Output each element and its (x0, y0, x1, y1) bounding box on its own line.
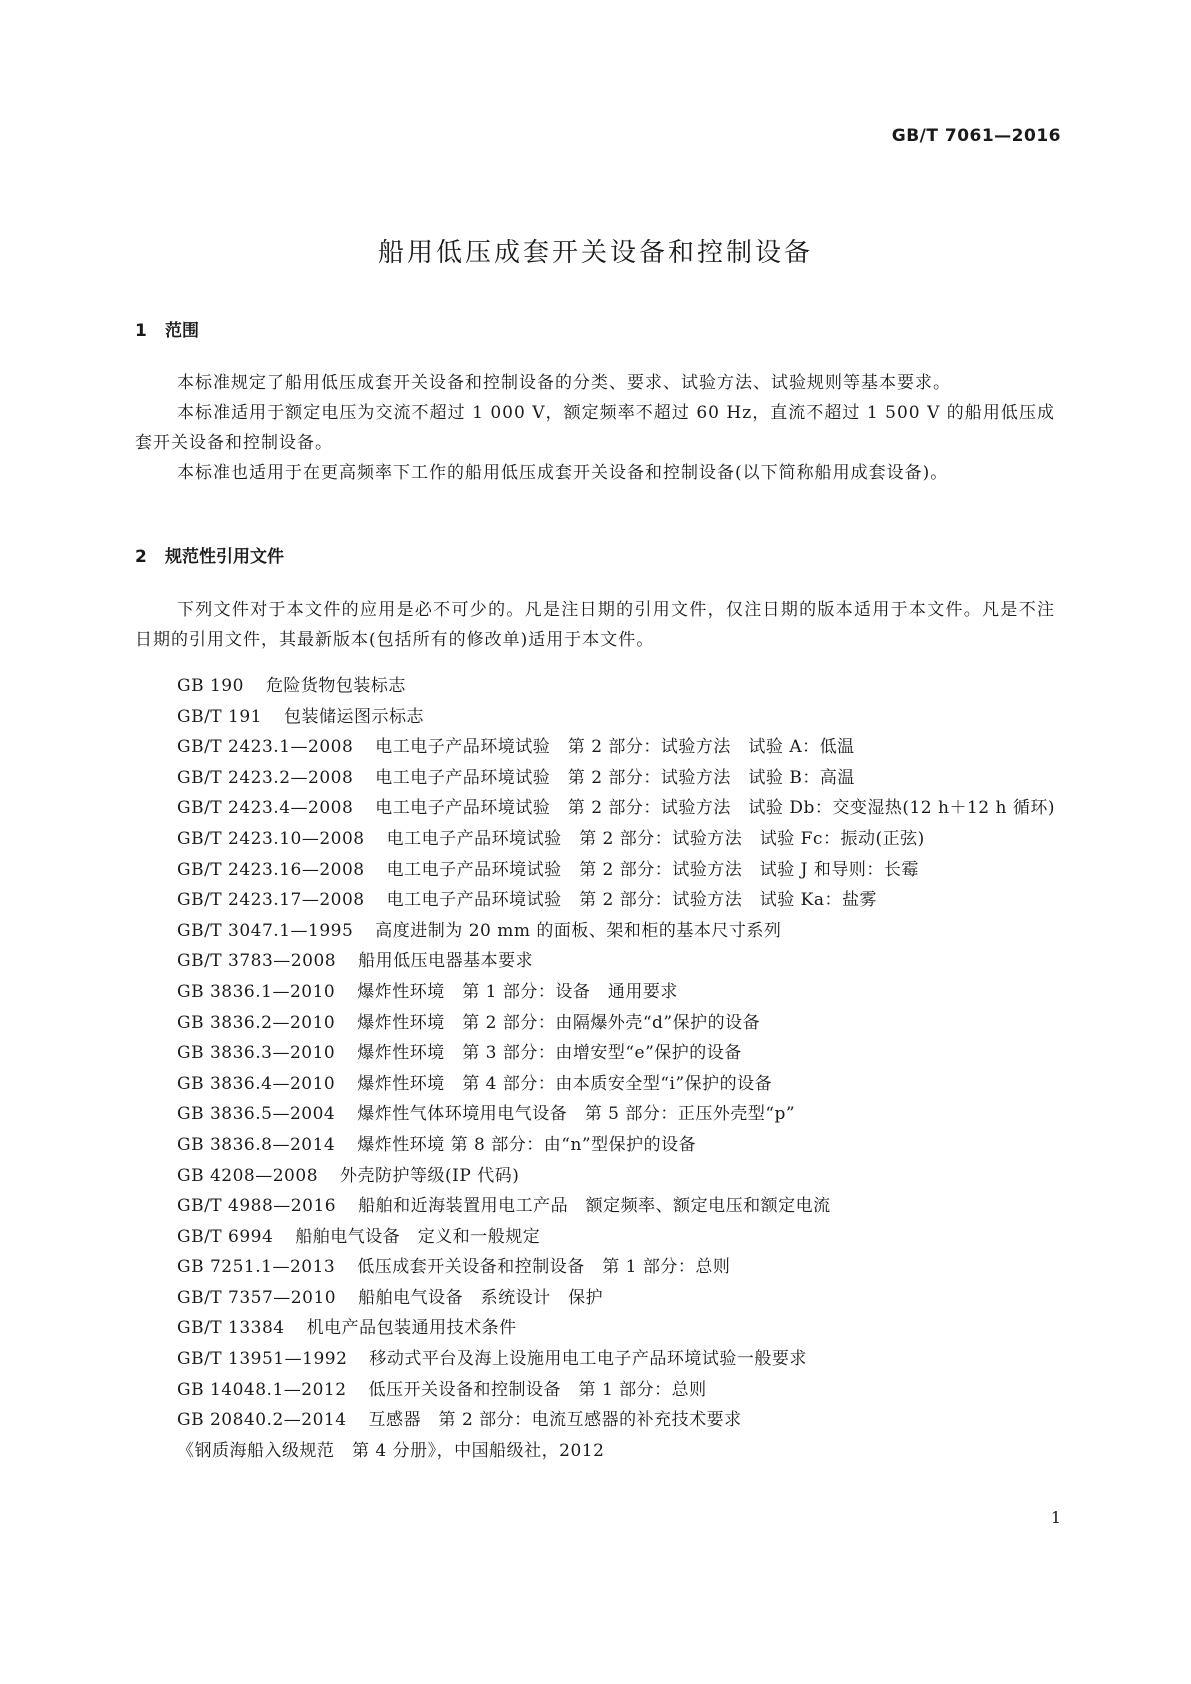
reference-item (135, 671, 1055, 702)
normative-references-list (135, 671, 1055, 1466)
reference-title: 低压成套开关设备和控制设备 第 1 部分：总则 (357, 1257, 731, 1278)
reference-title: 电工电子产品环境试验 第 2 部分：试验方法 试验 Db：交变湿热(12 h＋12 h 循环) (375, 798, 1055, 819)
reference-item (135, 946, 1055, 977)
reference-code: GB/T 7357—2010 (177, 1287, 337, 1308)
paragraph: 本标准规定了船用低压成套开关设备和控制设备的分类、要求、试验方法、试验规则等基本要求。 (177, 373, 951, 393)
reference-title: 电工电子产品环境试验 第 2 部分：试验方法 试验 B：高温 (375, 767, 855, 788)
reference-item (135, 732, 1055, 763)
reference-code: GB 190 (177, 676, 244, 696)
section-title: 范围 (165, 321, 199, 341)
reference-item (135, 1313, 1055, 1344)
reference-code: GB 3836.5—2004 (177, 1104, 336, 1125)
page-number: 1 (1050, 1508, 1061, 1527)
reference-code: GB 3836.4—2010 (177, 1073, 336, 1094)
document-title: 船用低压成套开关设备和控制设备 (377, 238, 813, 268)
reference-title: 外壳防护等级(IP 代码) (340, 1165, 520, 1186)
reference-title: 高度进制为 20 mm 的面板、架和柜的基本尺寸系列 (375, 920, 782, 941)
reference-item (135, 1436, 1055, 1467)
reference-code: GB 7251.1—2013 (177, 1257, 336, 1278)
reference-item (135, 885, 1055, 916)
reference-code: GB 14048.1—2012 (177, 1379, 347, 1400)
reference-title: 电工电子产品环境试验 第 2 部分：试验方法 试验 J 和导则：长霉 (386, 859, 919, 880)
reference-title: 《钢质海船入级规范 第 4 分册》，中国船级社，2012 (177, 1440, 605, 1461)
section-number: 1 (135, 321, 147, 341)
reference-title: 电工电子产品环境试验 第 2 部分：试验方法 试验 A：低温 (375, 737, 855, 758)
section-1-body (135, 368, 1055, 488)
reference-code: GB/T 2423.17—2008 (177, 890, 365, 911)
reference-code: GB/T 6994 (177, 1226, 274, 1247)
reference-title: 爆炸性环境 第 3 部分：由增安型“e”保护的设备 (357, 1043, 742, 1064)
reference-code: GB/T 2423.1—2008 (177, 737, 354, 758)
reference-item (135, 1252, 1055, 1283)
paragraph: 下列文件对于本文件的应用是必不可少的。凡是注日期的引用文件，仅注日期的版本适用于本文件。凡是不注日期的引用文件，其最新版本(包括所有的修改单)适用于本文件。 (135, 600, 1055, 650)
reference-title: 移动式平台及海上设施用电工电子产品环境试验一般要求 (369, 1349, 807, 1370)
section-number: 2 (135, 547, 147, 567)
paragraph: 本标准适用于额定电压为交流不超过 1 000 V，额定频率不超过 60 Hz，直流不超过 1 500 V 的船用低压成套开关设备和控制设备。 (135, 403, 1055, 453)
reference-item (135, 1069, 1055, 1100)
reference-title: 爆炸性环境 第 2 部分：由隔爆外壳“d”保护的设备 (357, 1012, 761, 1033)
section-1-heading (135, 316, 199, 341)
reference-code: GB/T 2423.4—2008 (177, 798, 354, 819)
reference-title: 互感器 第 2 部分：电流互感器的补充技术要求 (368, 1410, 742, 1431)
reference-title: 机电产品包装通用技术条件 (306, 1318, 517, 1339)
reference-item (135, 1375, 1055, 1406)
reference-code: GB/T 3047.1—1995 (177, 920, 354, 941)
section-title: 规范性引用文件 (165, 547, 284, 567)
reference-item (135, 763, 1055, 794)
reference-title: 船舶电气设备 定义和一般规定 (295, 1226, 541, 1247)
reference-item (135, 1099, 1055, 1130)
reference-item (135, 1161, 1055, 1192)
reference-item (135, 1283, 1055, 1314)
reference-item (135, 824, 1055, 855)
reference-title: 包装储运图示标志 (284, 706, 424, 727)
reference-code: GB 3836.3—2010 (177, 1043, 336, 1064)
reference-title: 爆炸性环境 第 4 部分：由本质安全型“i”保护的设备 (357, 1073, 773, 1094)
reference-item (135, 793, 1055, 824)
reference-title: 爆炸性环境 第 8 部分：由“n”型保护的设备 (357, 1134, 697, 1155)
reference-title: 危险货物包装标志 (265, 676, 406, 696)
reference-title: 爆炸性环境 第 1 部分：设备 通用要求 (357, 981, 678, 1002)
standard-code: GB/T 7061—2016 (891, 126, 1061, 146)
paragraph: 本标准也适用于在更高频率下工作的船用低压成套开关设备和控制设备(以下简称船用成套设备)。 (177, 463, 949, 483)
reference-code: GB/T 2423.2—2008 (177, 767, 354, 788)
reference-item (135, 1130, 1055, 1161)
reference-code: GB/T 4988—2016 (177, 1196, 337, 1217)
reference-code: GB/T 191 (177, 706, 262, 727)
reference-item (135, 702, 1055, 733)
reference-code: GB 3836.2—2010 (177, 1012, 336, 1033)
reference-title: 船用低压电器基本要求 (358, 951, 534, 972)
reference-item (135, 1344, 1055, 1375)
section-2-body (135, 595, 1055, 655)
reference-code: GB 20840.2—2014 (177, 1410, 347, 1431)
reference-item (135, 1191, 1055, 1222)
reference-item (135, 1038, 1055, 1069)
reference-title: 船舶电气设备 系统设计 保护 (358, 1287, 604, 1308)
reference-item (135, 916, 1055, 947)
reference-title: 电工电子产品环境试验 第 2 部分：试验方法 试验 Ka：盐雾 (386, 890, 877, 911)
reference-code: GB/T 2423.10—2008 (177, 828, 365, 849)
reference-title: 低压开关设备和控制设备 第 1 部分：总则 (368, 1379, 707, 1400)
reference-code: GB/T 2423.16—2008 (177, 859, 365, 880)
reference-code: GB/T 13384 (177, 1318, 285, 1339)
reference-code: GB/T 13951—1992 (177, 1349, 348, 1370)
section-2-heading (135, 542, 284, 567)
reference-item (135, 855, 1055, 886)
reference-code: GB 3836.8—2014 (177, 1134, 336, 1155)
reference-item (135, 1222, 1055, 1253)
reference-item (135, 1405, 1055, 1436)
reference-title: 爆炸性气体环境用电气设备 第 5 部分：正压外壳型“p” (357, 1104, 796, 1125)
reference-title: 电工电子产品环境试验 第 2 部分：试验方法 试验 Fc：振动(正弦) (386, 828, 925, 849)
reference-item (135, 1008, 1055, 1039)
reference-code: GB 3836.1—2010 (177, 981, 336, 1002)
reference-item (135, 977, 1055, 1008)
reference-code: GB/T 3783—2008 (177, 951, 337, 972)
reference-title: 船舶和近海装置用电工产品 额定频率、额定电压和额定电流 (358, 1196, 831, 1217)
reference-code: GB 4208—2008 (177, 1165, 319, 1186)
